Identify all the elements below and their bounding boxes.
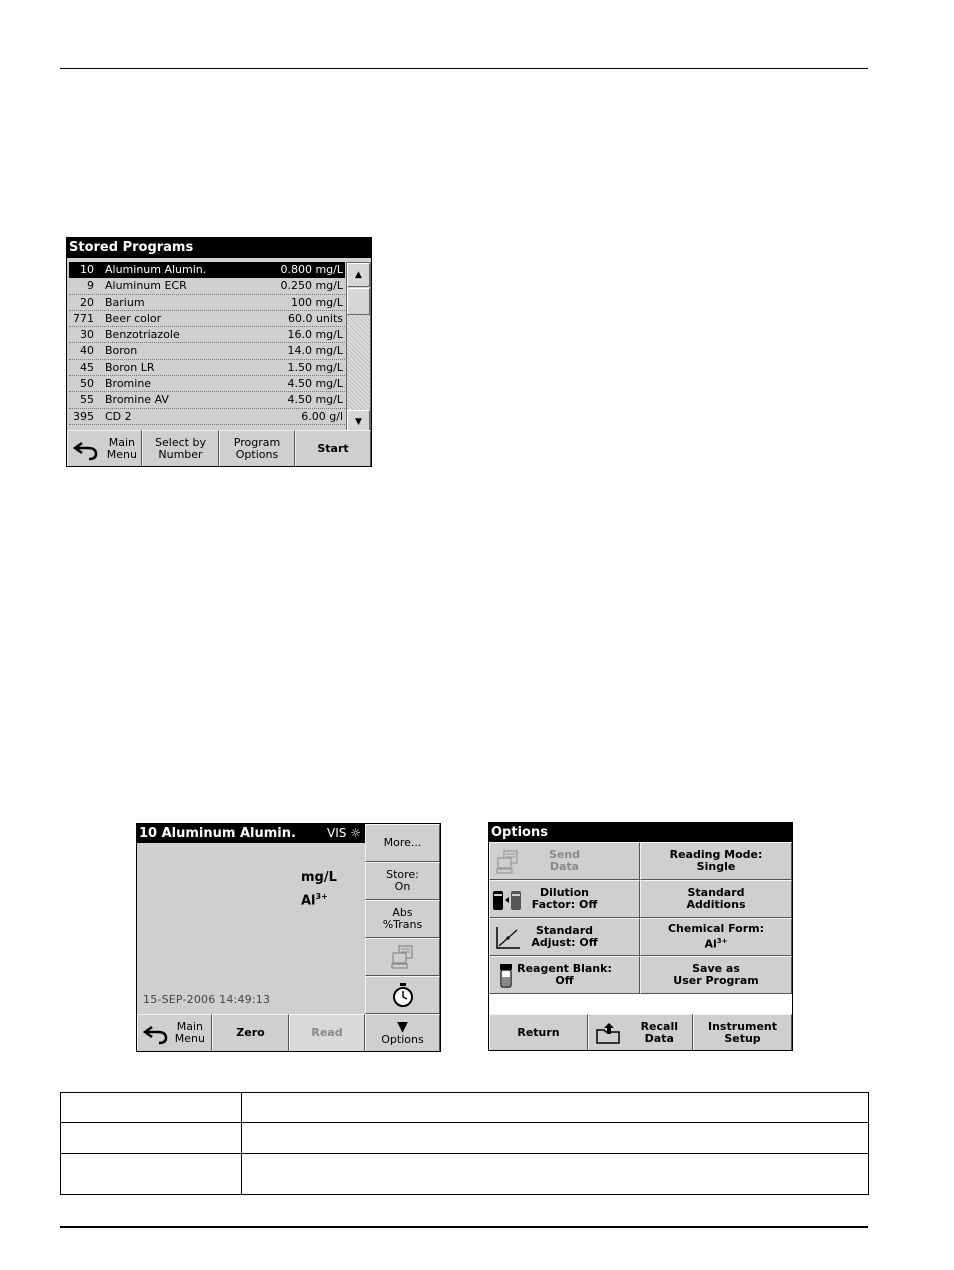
- select-by-number-button[interactable]: Select by Number: [142, 430, 219, 467]
- save-as-user-program-button[interactable]: Save as User Program: [640, 956, 792, 994]
- program-row[interactable]: [69, 343, 345, 359]
- scroll-down-icon[interactable]: ▼: [347, 410, 370, 434]
- empty-area: [489, 994, 792, 1014]
- program-list[interactable]: [69, 262, 345, 435]
- options-button[interactable]: ▼ Options: [365, 1014, 440, 1052]
- triangle-down-icon: ▼: [397, 1019, 408, 1035]
- program-row[interactable]: [69, 311, 345, 327]
- computer-icon: [496, 849, 520, 875]
- dilution-factor-button[interactable]: Dilution Factor: Off: [489, 880, 640, 918]
- timer-icon: [392, 982, 414, 1008]
- program-value: 14.0 mg/L: [287, 344, 343, 358]
- chemical-form-button[interactable]: Chemical Form: $Al^{3+}$: [640, 918, 792, 956]
- send-data-button[interactable]: [365, 938, 440, 976]
- calibration-curve-icon: [495, 926, 521, 950]
- program-name: Aluminum ECR: [105, 279, 187, 293]
- program-num: 395: [73, 409, 94, 423]
- program-value: 6.00 g/l: [301, 409, 343, 423]
- program-row[interactable]: [69, 295, 345, 311]
- reading-screen: [136, 823, 441, 1052]
- program-name: Bromine AV: [105, 393, 169, 407]
- table-row: [61, 1123, 869, 1154]
- program-value: 1.50 mg/L: [287, 360, 343, 374]
- scroll-thumb[interactable]: [347, 288, 370, 315]
- program-row[interactable]: [69, 376, 345, 392]
- program-num: 45: [80, 360, 94, 374]
- program-value: 0.800 mg/L: [280, 263, 343, 276]
- return-button[interactable]: Return: [489, 1014, 588, 1051]
- program-name: Benzotriazole: [105, 328, 180, 342]
- program-value: 4.50 mg/L: [287, 377, 343, 391]
- read-button[interactable]: Read: [289, 1014, 365, 1052]
- more-button[interactable]: More...: [365, 824, 440, 862]
- vis-lamp-indicator: VIS ☼: [327, 826, 361, 840]
- recall-data-button[interactable]: Recall Data: [588, 1014, 693, 1051]
- program-num: 9: [87, 279, 94, 293]
- start-button[interactable]: Start: [295, 430, 371, 467]
- screen-title: Stored Programs: [67, 238, 371, 258]
- options-screen: [488, 822, 793, 1051]
- abs-trans-button[interactable]: Abs %Trans: [365, 900, 440, 938]
- standard-additions-button[interactable]: Standard Additions: [640, 880, 792, 918]
- program-row[interactable]: [69, 327, 345, 343]
- program-name: Bromine: [105, 377, 152, 391]
- reading-mode-button[interactable]: Reading Mode: Single: [640, 842, 792, 880]
- program-num: 50: [80, 377, 94, 391]
- unit-label: mg/L: [301, 870, 337, 885]
- program-name: Aluminum Alumin.: [105, 263, 207, 276]
- scroll-up-icon[interactable]: ▲: [347, 263, 370, 287]
- program-name: Barium: [105, 295, 145, 309]
- main-menu-button[interactable]: Main Menu: [67, 430, 142, 467]
- standard-adjust-button[interactable]: Standard Adjust: Off: [489, 918, 640, 956]
- program-row[interactable]: [69, 392, 345, 408]
- program-row[interactable]: [69, 360, 345, 376]
- program-name: CD 2: [105, 409, 132, 423]
- program-name: Boron LR: [105, 360, 155, 374]
- chemical-form-label: $Al^{3+}$: [301, 892, 328, 909]
- program-row[interactable]: [69, 278, 345, 294]
- main-menu-button[interactable]: Main Menu: [137, 1014, 212, 1052]
- scrollbar[interactable]: [346, 262, 371, 435]
- send-data-button[interactable]: Send Data: [489, 842, 640, 880]
- program-num: 10: [80, 263, 94, 276]
- return-arrow-icon: [142, 1023, 170, 1045]
- program-value: 60.0 units: [287, 311, 343, 325]
- reagent-blank-button[interactable]: Reagent Blank: Off: [489, 956, 640, 994]
- program-name: Boron: [105, 344, 138, 358]
- program-num: 30: [80, 328, 94, 342]
- table-row: [61, 1154, 869, 1195]
- program-value: 16.0 mg/L: [287, 328, 343, 342]
- info-table: [60, 1092, 869, 1195]
- computer-icon: [391, 944, 415, 970]
- dilution-cuvettes-icon: [492, 888, 524, 912]
- instrument-setup-button[interactable]: Instrument Setup: [693, 1014, 792, 1051]
- lamp-sun-icon: ☼: [350, 826, 361, 840]
- program-num: 771: [73, 311, 94, 325]
- header-rule: [60, 68, 868, 69]
- program-value: 100 mg/L: [290, 295, 343, 309]
- program-options-button[interactable]: Program Options: [219, 430, 295, 467]
- reagent-vial-icon: [498, 963, 514, 989]
- timer-button[interactable]: [365, 976, 440, 1014]
- program-num: 55: [80, 393, 94, 407]
- zero-button[interactable]: Zero: [212, 1014, 289, 1052]
- store-button[interactable]: Store: On: [365, 862, 440, 900]
- program-num: 40: [80, 344, 94, 358]
- stored-programs-screen: [66, 237, 372, 467]
- date-time: 15-SEP-2006 14:49:13: [143, 993, 271, 1006]
- program-row[interactable]: [69, 262, 345, 278]
- program-value: 0.250 mg/L: [280, 279, 343, 293]
- program-name: Beer color: [105, 311, 162, 325]
- program-row[interactable]: [69, 409, 345, 425]
- program-value: 4.50 mg/L: [287, 393, 343, 407]
- screen-title: 10 Aluminum Alumin. VIS ☼: [137, 824, 365, 843]
- folder-upload-icon: [595, 1021, 623, 1045]
- program-num: 20: [80, 295, 94, 309]
- table-row: [61, 1093, 869, 1123]
- footer-rule: [60, 1226, 868, 1228]
- screen-title: Options: [489, 823, 793, 842]
- return-arrow-icon: [72, 439, 100, 461]
